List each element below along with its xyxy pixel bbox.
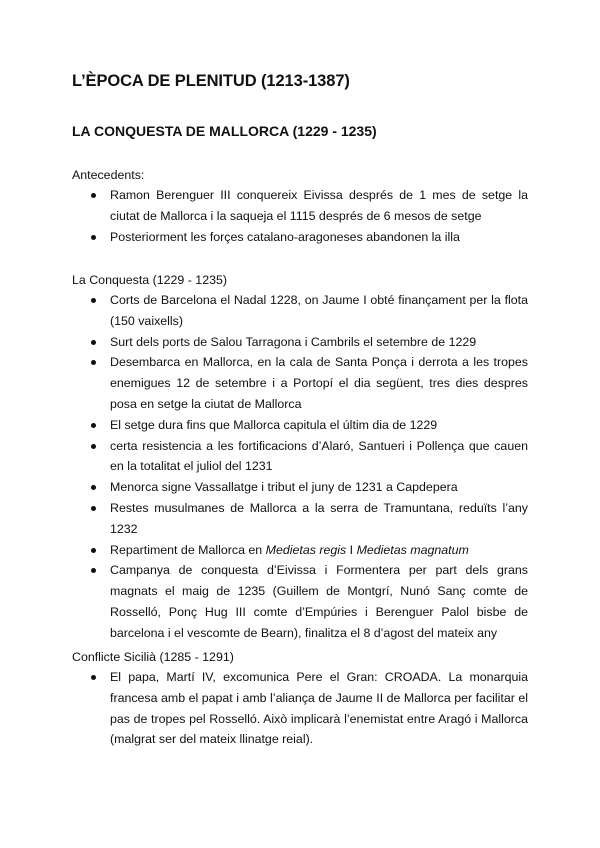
conquesta-list <box>72 290 528 644</box>
repartiment-prefix: Repartiment de Mallorca en <box>110 542 266 557</box>
conflicte-list <box>72 667 528 750</box>
list-item-repartiment <box>72 540 528 561</box>
antecedents-list <box>72 185 528 247</box>
list-item: Ramon Berenguer III conquereix Eivissa després de 1 mes de setge la ciutat de Mallorca i la saqueja el 1115 després de 6 mesos de setge <box>72 185 528 227</box>
list-item: El setge dura fins que Mallorca capitula el últim dia de 1229 <box>72 415 528 436</box>
medietas-magnatum: Medietas magnatum <box>356 542 469 557</box>
list-item: El papa, Martí IV, excomunica Pere el Gran: CROADA. La monarquia francesa amb el papat i amb l’aliança de Jaume II de Mallorca per facilitar el pas de tropes pel Rosselló. Això implicarà l’enemistat entre Aragó i Mallorca (malgrat ser del mateix llinatge reial). <box>72 667 528 750</box>
list-item: Restes musulmanes de Mallorca a la serra de Tramuntana, reduïts l’any 1232 <box>72 498 528 540</box>
conquesta-label: La Conquesta (1229 - 1235) <box>72 273 227 287</box>
repartiment-connector: I <box>346 542 357 557</box>
list-item: certa resistencia a les fortificacions d’Alaró, Santueri i Pollença que cauen en la totalitat el juliol del 1231 <box>72 436 528 478</box>
list-item: Posteriorment les forçes catalano-aragoneses abandonen la illa <box>72 227 528 248</box>
list-item: Surt dels ports de Salou Tarragona i Cambrils el setembre de 1229 <box>72 332 528 353</box>
list-item: Corts de Barcelona el Nadal 1228, on Jaume I obté finançament per la flota (150 vaixells) <box>72 290 528 332</box>
list-item: Campanya de conquesta d’Eivissa i Formentera per part dels grans magnats el maig de 1235 (Guillem de Montgrí, Nunó Sanç comte de Rosselló, Ponç Hug III comte d’Empúries i Berenguer Palol bisbe de barcelona i el vescomte de Bearn), finalitza el 8 d’agost del mateix any <box>72 560 528 643</box>
section-heading: LA CONQUESTA DE MALLORCA (1229 - 1235) <box>72 123 377 139</box>
conflicte-label: Conflicte Sicilià (1285 - 1291) <box>72 650 234 664</box>
medietas-regis: Medietas regis <box>265 542 347 557</box>
list-item: Desembarca en Mallorca, en la cala de Santa Ponça i derrota a les tropes enemigues 12 de setembre i a Portopí el dia següent, tres dies despres posa en setge la ciutat de Mallorca <box>72 352 528 414</box>
page-title: L’ÈPOCA DE PLENITUD (1213-1387) <box>72 72 350 90</box>
list-item: Menorca signe Vassallatge i tribut el juny de 1231 a Capdepera <box>72 477 528 498</box>
antecedents-label: Antecedents: <box>72 168 145 182</box>
